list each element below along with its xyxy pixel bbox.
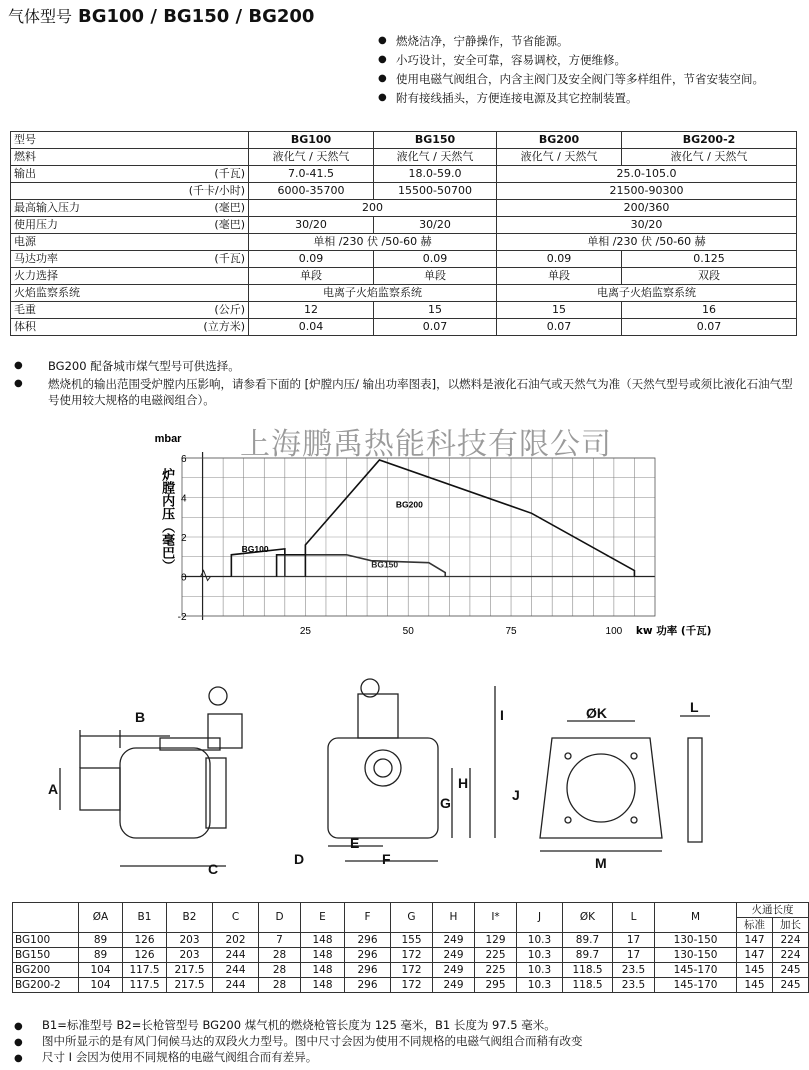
table-row bbox=[11, 217, 797, 234]
front-housing bbox=[328, 738, 438, 838]
table-cell: 89.7 bbox=[563, 933, 613, 948]
table-cell: 118.5 bbox=[563, 978, 613, 993]
table-cell: 23.5 bbox=[613, 963, 655, 978]
y-axis-unit: mbar bbox=[154, 433, 182, 445]
spec-cell: 单相 /230 伏 /50-60 赫 bbox=[497, 234, 797, 251]
spec-label: 马达功率 bbox=[11, 251, 146, 268]
table-cell: 295 bbox=[475, 978, 517, 993]
table-header: C bbox=[213, 903, 259, 933]
footer-note bbox=[14, 1050, 317, 1066]
spec-cell: 液化气 / 天然气 bbox=[249, 149, 374, 166]
table-cell: 117.5 bbox=[123, 963, 167, 978]
spec-label: 型号 bbox=[11, 132, 249, 149]
spec-cell: 0.07 bbox=[622, 319, 797, 336]
front-flange bbox=[365, 750, 401, 786]
spec-cell: 30/20 bbox=[374, 217, 497, 234]
title-models: BG100 / BG150 / BG200 bbox=[78, 6, 315, 27]
table-header: D bbox=[259, 903, 301, 933]
spec-label: 最高输入压力 bbox=[11, 200, 146, 217]
flange-bore bbox=[567, 754, 635, 822]
page-title bbox=[8, 4, 314, 27]
table-cell: 117.5 bbox=[123, 978, 167, 993]
table-cell: 217.5 bbox=[167, 978, 213, 993]
spec-label: 火力选择 bbox=[11, 268, 249, 285]
dim-label: L bbox=[690, 699, 699, 715]
y-tick-label: 6 bbox=[181, 454, 187, 465]
model-header: BG100 bbox=[249, 132, 374, 149]
table-header: B1 bbox=[123, 903, 167, 933]
table-header: 标准 bbox=[737, 918, 773, 933]
table-cell: 130-150 bbox=[655, 948, 737, 963]
dim-label: M bbox=[595, 855, 607, 871]
table-cell: 296 bbox=[345, 948, 391, 963]
spec-cell: 0.09 bbox=[497, 251, 622, 268]
model-header: BG200 bbox=[497, 132, 622, 149]
spec-cell: 单段 bbox=[249, 268, 374, 285]
table-header: B2 bbox=[167, 903, 213, 933]
watermark: 上海鹏禹热能科技有限公司 bbox=[240, 427, 612, 462]
table-row bbox=[11, 234, 797, 251]
table-cell: 202 bbox=[213, 933, 259, 948]
spec-cell: 16 bbox=[622, 302, 797, 319]
spec-cell: 0.09 bbox=[249, 251, 374, 268]
table-cell: 148 bbox=[301, 933, 345, 948]
dim-label: ØK bbox=[586, 705, 607, 721]
table-cell: 148 bbox=[301, 948, 345, 963]
spec-label: 输出 bbox=[11, 166, 146, 183]
table-row bbox=[11, 200, 797, 217]
spec-cell: 18.0-59.0 bbox=[374, 166, 497, 183]
spec-cell: 30/20 bbox=[497, 217, 797, 234]
spec-label: 火焰监察系统 bbox=[11, 285, 249, 302]
valve-coil bbox=[209, 687, 227, 705]
table-cell: 23.5 bbox=[613, 978, 655, 993]
table-cell: 28 bbox=[259, 978, 301, 993]
spec-cell: 15 bbox=[497, 302, 622, 319]
table-cell: 217.5 bbox=[167, 963, 213, 978]
feature-item: ● 附有接线插头，方便连接电源及其它控制装置。 bbox=[376, 90, 796, 106]
table-cell: 7 bbox=[259, 933, 301, 948]
table-cell: 244 bbox=[213, 948, 259, 963]
x-axis-label: kw 功率 (千瓦) bbox=[635, 625, 712, 637]
blast-tube bbox=[80, 768, 120, 810]
table-row bbox=[11, 251, 797, 268]
table-header: G bbox=[391, 903, 433, 933]
x-tick-label: 100 bbox=[605, 626, 623, 637]
dim-label: C bbox=[208, 861, 219, 877]
table-cell: 10.3 bbox=[517, 948, 563, 963]
spec-cell: 12 bbox=[249, 302, 374, 319]
dim-label: H bbox=[458, 775, 469, 791]
table-cell: 147 bbox=[737, 948, 773, 963]
table-cell: 10.3 bbox=[517, 963, 563, 978]
spec-cell: 7.0-41.5 bbox=[249, 166, 374, 183]
table-cell: 224 bbox=[773, 948, 809, 963]
table-row bbox=[13, 933, 809, 948]
spec-label: 电源 bbox=[11, 234, 249, 251]
table-cell: 130-150 bbox=[655, 933, 737, 948]
table-cell: 225 bbox=[475, 963, 517, 978]
table-header: M bbox=[655, 903, 737, 933]
dim-label: A bbox=[48, 781, 59, 797]
table-cell: 249 bbox=[433, 963, 475, 978]
note-text: 燃烧机的输出范围受炉膛内压影响，请参看下面的 [炉膛内压/ 输出功率图表]，以燃料是液化石油气或天然气为准（天然气型号或须比液化石油气型号使用较大规格的电磁阀组合）。 bbox=[48, 377, 793, 407]
table-cell: 118.5 bbox=[563, 963, 613, 978]
model-name-cell: BG200 bbox=[13, 963, 79, 978]
table-row bbox=[11, 132, 797, 149]
footer-text: 尺寸 I 会因为使用不同规格的电磁气阀组合而有差异。 bbox=[42, 1050, 318, 1064]
spec-cell: 15 bbox=[374, 302, 497, 319]
table-row bbox=[13, 963, 809, 978]
front-valve bbox=[358, 694, 398, 738]
model-name-cell: BG200-2 bbox=[13, 978, 79, 993]
y-tick-label: 4 bbox=[181, 493, 187, 505]
table-cell: 28 bbox=[259, 963, 301, 978]
spec-cell: 单段 bbox=[497, 268, 622, 285]
footer-text: 图中所显示的是有风门伺候马达的双段火力型号。图中尺寸会因为使用不同规格的电磁气阀组合而稍有改变 bbox=[42, 1034, 583, 1048]
table-cell: 244 bbox=[213, 978, 259, 993]
table-cell: 145 bbox=[737, 978, 773, 993]
table-row bbox=[11, 302, 797, 319]
table-cell: 155 bbox=[391, 933, 433, 948]
footer-text: B1=标准型号 B2=长枪管型号 BG200 煤气机的燃烧枪管长度为 125 毫米，B1 长度为 97.5 毫米。 bbox=[42, 1018, 556, 1032]
table-cell: 296 bbox=[345, 978, 391, 993]
table-row bbox=[11, 268, 797, 285]
flange-side bbox=[688, 738, 702, 842]
feature-list bbox=[376, 33, 796, 109]
table-cell: 249 bbox=[433, 948, 475, 963]
table-cell: 203 bbox=[167, 948, 213, 963]
spec-label: 燃料 bbox=[11, 149, 249, 166]
table-cell: 10.3 bbox=[517, 933, 563, 948]
table-cell: 148 bbox=[301, 963, 345, 978]
model-name-cell: BG150 bbox=[13, 948, 79, 963]
note-item bbox=[14, 376, 794, 408]
table-header: ØA bbox=[79, 903, 123, 933]
table-cell: 225 bbox=[475, 948, 517, 963]
table-cell: 126 bbox=[123, 933, 167, 948]
spec-unit: (毫巴) bbox=[146, 217, 249, 234]
spec-cell: 0.07 bbox=[497, 319, 622, 336]
spec-cell: 30/20 bbox=[249, 217, 374, 234]
table-header: 加长 bbox=[773, 918, 809, 933]
table-cell: 224 bbox=[773, 933, 809, 948]
y-tick-label: 2 bbox=[181, 533, 187, 544]
spec-label: 体积 bbox=[11, 319, 146, 336]
bullet-icon: ● bbox=[14, 1053, 23, 1064]
table-cell: 296 bbox=[345, 963, 391, 978]
spec-cell: 6000-35700 bbox=[249, 183, 374, 200]
bullet-icon: ● bbox=[14, 360, 23, 371]
y-tick-label: -2 bbox=[177, 612, 187, 623]
model-header: BG150 bbox=[374, 132, 497, 149]
title-prefix: 气体型号 bbox=[8, 7, 73, 26]
spec-label: 使用压力 bbox=[11, 217, 146, 234]
dim-label: I bbox=[500, 707, 504, 723]
table-header: 火通长度 bbox=[737, 903, 809, 918]
dim-label: B bbox=[135, 709, 146, 725]
table-row bbox=[11, 149, 797, 166]
table-cell: 203 bbox=[167, 933, 213, 948]
dim-label: F bbox=[382, 851, 391, 867]
footer-note bbox=[14, 1018, 556, 1034]
table-cell: 172 bbox=[391, 948, 433, 963]
dim-label: E bbox=[350, 835, 360, 851]
front-inner-ring bbox=[374, 759, 392, 777]
table-cell: 249 bbox=[433, 978, 475, 993]
table-cell: 145 bbox=[737, 963, 773, 978]
table-header: E bbox=[301, 903, 345, 933]
spec-unit: (立方米) bbox=[146, 319, 249, 336]
table-cell: 145-170 bbox=[655, 963, 737, 978]
burner-body bbox=[120, 748, 210, 838]
burner-front-view bbox=[328, 679, 495, 861]
feature-item: ● 小巧设计，安全可靠，容易调校，方便维修。 bbox=[376, 52, 796, 68]
table-row bbox=[11, 166, 797, 183]
spec-cell: 200 bbox=[249, 200, 497, 217]
table-cell: 104 bbox=[79, 963, 123, 978]
burner-side-view bbox=[60, 687, 242, 866]
table-row bbox=[11, 319, 797, 336]
dim-label: G bbox=[440, 795, 451, 811]
table-cell: 245 bbox=[773, 978, 809, 993]
table-header: L bbox=[613, 903, 655, 933]
table-row bbox=[13, 978, 809, 993]
series-label: BG150 bbox=[371, 559, 399, 570]
spec-cell: 电离子火焰监察系统 bbox=[249, 285, 497, 302]
y-axis-label: 炉膛内压（毫巴） bbox=[159, 468, 175, 572]
spec-cell: 0.04 bbox=[249, 319, 374, 336]
x-tick-label: 75 bbox=[505, 626, 517, 637]
table-header: I* bbox=[475, 903, 517, 933]
spec-table bbox=[10, 131, 797, 336]
table-cell: 17 bbox=[613, 948, 655, 963]
model-name-cell: BG100 bbox=[13, 933, 79, 948]
spec-cell: 200/360 bbox=[497, 200, 797, 217]
model-header: BG200-2 bbox=[622, 132, 797, 149]
table-cell: 89 bbox=[79, 948, 123, 963]
table-cell: 172 bbox=[391, 963, 433, 978]
table-cell: 245 bbox=[773, 963, 809, 978]
note-text: BG200 配备城市煤气型号可供选择。 bbox=[48, 359, 240, 373]
spec-unit: (公斤) bbox=[146, 302, 249, 319]
bullet-icon: ● bbox=[14, 1037, 23, 1048]
spec-label bbox=[11, 183, 146, 200]
table-header: F bbox=[345, 903, 391, 933]
table-row bbox=[13, 948, 809, 963]
dimension-rows bbox=[13, 933, 809, 993]
table-row bbox=[13, 903, 809, 918]
spec-cell: 15500-50700 bbox=[374, 183, 497, 200]
table-cell: 104 bbox=[79, 978, 123, 993]
spec-cell: 0.07 bbox=[374, 319, 497, 336]
table-cell: 147 bbox=[737, 933, 773, 948]
spec-cell: 单段 bbox=[374, 268, 497, 285]
spec-cell: 25.0-105.0 bbox=[497, 166, 797, 183]
spec-cell: 0.125 bbox=[622, 251, 797, 268]
table-header bbox=[13, 903, 79, 933]
table-header: ØK bbox=[563, 903, 613, 933]
table-header: J bbox=[517, 903, 563, 933]
gas-valve bbox=[208, 714, 242, 748]
table-cell: 10.3 bbox=[517, 978, 563, 993]
table-cell: 89 bbox=[79, 933, 123, 948]
table-cell: 244 bbox=[213, 963, 259, 978]
table-cell: 145-170 bbox=[655, 978, 737, 993]
spec-cell: 双段 bbox=[622, 268, 797, 285]
x-tick-label: 50 bbox=[402, 626, 414, 637]
table-cell: 129 bbox=[475, 933, 517, 948]
table-cell: 89.7 bbox=[563, 948, 613, 963]
spec-cell: 液化气 / 天然气 bbox=[374, 149, 497, 166]
series-label: BG200 bbox=[395, 499, 423, 510]
table-cell: 28 bbox=[259, 948, 301, 963]
spec-cell: 0.09 bbox=[374, 251, 497, 268]
dimension-table bbox=[12, 902, 809, 993]
table-header: H bbox=[433, 903, 475, 933]
x-tick-label: 25 bbox=[299, 626, 311, 637]
spec-label: 毛重 bbox=[11, 302, 146, 319]
table-row bbox=[11, 183, 797, 200]
spec-unit: (毫巴) bbox=[146, 200, 249, 217]
feature-item: ● 燃烧洁净，宁静操作，节省能源。 bbox=[376, 33, 796, 49]
spec-cell: 液化气 / 天然气 bbox=[622, 149, 797, 166]
table-cell: 249 bbox=[433, 933, 475, 948]
flange-plate bbox=[540, 738, 662, 838]
y-tick-label: 0 bbox=[181, 572, 187, 584]
table-cell: 172 bbox=[391, 978, 433, 993]
table-cell: 126 bbox=[123, 948, 167, 963]
spec-cell: 21500-90300 bbox=[497, 183, 797, 200]
spec-unit: (千瓦) bbox=[146, 166, 249, 183]
table-cell: 17 bbox=[613, 933, 655, 948]
table-cell: 296 bbox=[345, 933, 391, 948]
footer-note bbox=[14, 1034, 583, 1050]
spec-cell: 单相 /230 伏 /50-60 赫 bbox=[249, 234, 497, 251]
table-cell: 148 bbox=[301, 978, 345, 993]
dimension-drawings bbox=[40, 676, 730, 876]
dim-label: J bbox=[512, 787, 520, 803]
dim-label: D bbox=[294, 851, 305, 867]
spec-cell: 液化气 / 天然气 bbox=[497, 149, 622, 166]
burner-fan-housing bbox=[206, 758, 226, 828]
series-label: BG100 bbox=[241, 543, 269, 554]
bullet-icon: ● bbox=[14, 1021, 23, 1032]
spec-unit: (千瓦) bbox=[146, 251, 249, 268]
feature-item: ● 使用电磁气阀组合，内含主阀门及安全阀门等多样组件，节省安装空间。 bbox=[376, 71, 796, 87]
bullet-icon: ● bbox=[14, 378, 23, 389]
spec-cell: 电离子火焰监察系统 bbox=[497, 285, 797, 302]
spec-unit: (千卡/小时) bbox=[146, 183, 249, 200]
note-item bbox=[14, 358, 794, 374]
table-row bbox=[11, 285, 797, 302]
flange-view bbox=[540, 716, 710, 851]
